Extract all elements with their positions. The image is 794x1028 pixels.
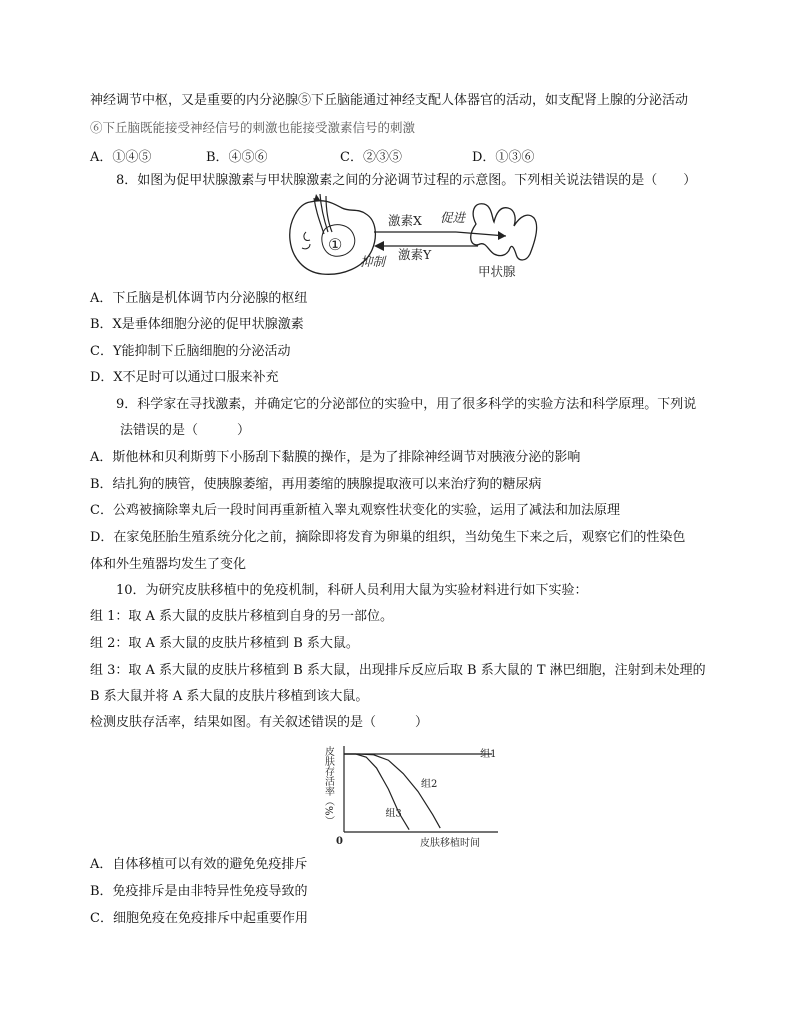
series-label-2: 组2	[420, 778, 438, 790]
q10-question: 检测皮肤存活率，结果如图。有关叙述错误的是（ ）	[90, 715, 429, 730]
q10-stem: 10．为研究皮肤移植中的免疫机制，科研人员利用大鼠为实验材料进行如下实验：	[116, 583, 588, 598]
hormone-x-label: 激素X	[388, 213, 422, 228]
promote-label: 促进	[440, 210, 466, 225]
q7-options	[90, 146, 710, 164]
x-axis-label: 皮肤移植时间	[420, 838, 480, 849]
y-axis-label: 皮肤存活率（%）	[322, 746, 334, 826]
q10-option-a[interactable]: A．自体移植可以有效的避免免疫排斥	[90, 857, 308, 872]
q7-option-c[interactable]: C．②③⑤	[340, 150, 402, 165]
q8-diagram	[280, 192, 540, 284]
inhibit-label: 抑制	[360, 254, 386, 269]
q7-option-b[interactable]: B．④⑤⑥	[206, 150, 268, 165]
q8-option-d[interactable]: D．X不足时可以通过口服来补充	[90, 370, 279, 385]
q9-option-c[interactable]: C．公鸡被摘除睾丸后一段时间再重新植入睾丸观察性状变化的实验，运用了减法和加法原理	[90, 503, 620, 518]
series-label-1: 组1	[480, 749, 497, 760]
q10-group2: 组 2：取 A 系大鼠的皮肤片移植到 B 系大鼠。	[90, 636, 359, 651]
thyroid-shape	[471, 204, 537, 260]
gland-label: ①	[328, 235, 343, 254]
q10-group3-line1: 组 3：取 A 系大鼠的皮肤片移植到 B 系大鼠，出现排斥反应后取 B 系大鼠的 T 淋巴细胞，注射到未处理的	[90, 663, 706, 678]
q7-line2: ⑥下丘脑既能接受神经信号的刺激也能接受激素信号的刺激	[90, 120, 416, 135]
series-label-3: 组3	[385, 808, 402, 820]
q7-line1: 神经调节中枢，又是重要的内分泌腺⑤下丘脑能通过神经支配人体器官的活动，如支配肾上腺的分泌活动	[90, 93, 689, 108]
q10-option-c[interactable]: C．细胞免疫在免疫排斥中起重要作用	[90, 911, 308, 926]
q8-stem: 8．如图为促甲状腺激素与甲状腺激素之间的分泌调节过程的示意图。下列相关说法错误的是（ ）	[116, 173, 697, 188]
q9-option-d[interactable]: D．在家兔胚胎生殖系统分化之前，摘除即将发育为卵巢的组织，当幼兔生下来之后，观察它们的性染色	[90, 530, 686, 545]
q10-option-b[interactable]: B．免疫排斥是由非特异性免疫导致的	[90, 884, 308, 899]
q8-option-b[interactable]: B．X是垂体细胞分泌的促甲状腺激素	[90, 317, 304, 332]
thyroid-label: 甲状腺	[478, 264, 516, 279]
origin-label: 0	[336, 836, 343, 847]
q7-option-d[interactable]: D．①③⑥	[472, 150, 535, 165]
q8-option-a[interactable]: A．下丘脑是机体调节内分泌腺的枢纽	[90, 291, 308, 306]
skin-survival-chart	[316, 736, 506, 852]
q9-option-b[interactable]: B．结扎狗的胰管，使胰腺萎缩，再用萎缩的胰腺提取液可以来治疗狗的糖尿病	[90, 477, 542, 492]
q10-group1: 组 1：取 A 系大鼠的皮肤片移植到自身的另一部位。	[90, 609, 394, 624]
q8-option-c[interactable]: C．Y能抑制下丘脑细胞的分泌活动	[90, 344, 291, 359]
q9-stem-line2: 法错误的是（ ）	[120, 423, 251, 438]
q7-option-a[interactable]: A．①④⑤	[90, 150, 152, 165]
q9-option-a[interactable]: A．斯他林和贝利斯剪下小肠刮下黏膜的操作，是为了排除神经调节对胰液分泌的影响	[90, 450, 581, 465]
hormone-y-label: 激素Y	[398, 247, 432, 262]
q9-stem-line1: 9．科学家在寻找激素，并确定它的分泌部位的实验中，用了很多科学的实验方法和科学原理。下列说	[116, 397, 697, 412]
q9-option-d-continued: 体和外生殖器均发生了变化	[90, 557, 247, 572]
q10-group3-line2: B 系大鼠并将 A 系大鼠的皮肤片移植到该大鼠。	[90, 689, 369, 704]
